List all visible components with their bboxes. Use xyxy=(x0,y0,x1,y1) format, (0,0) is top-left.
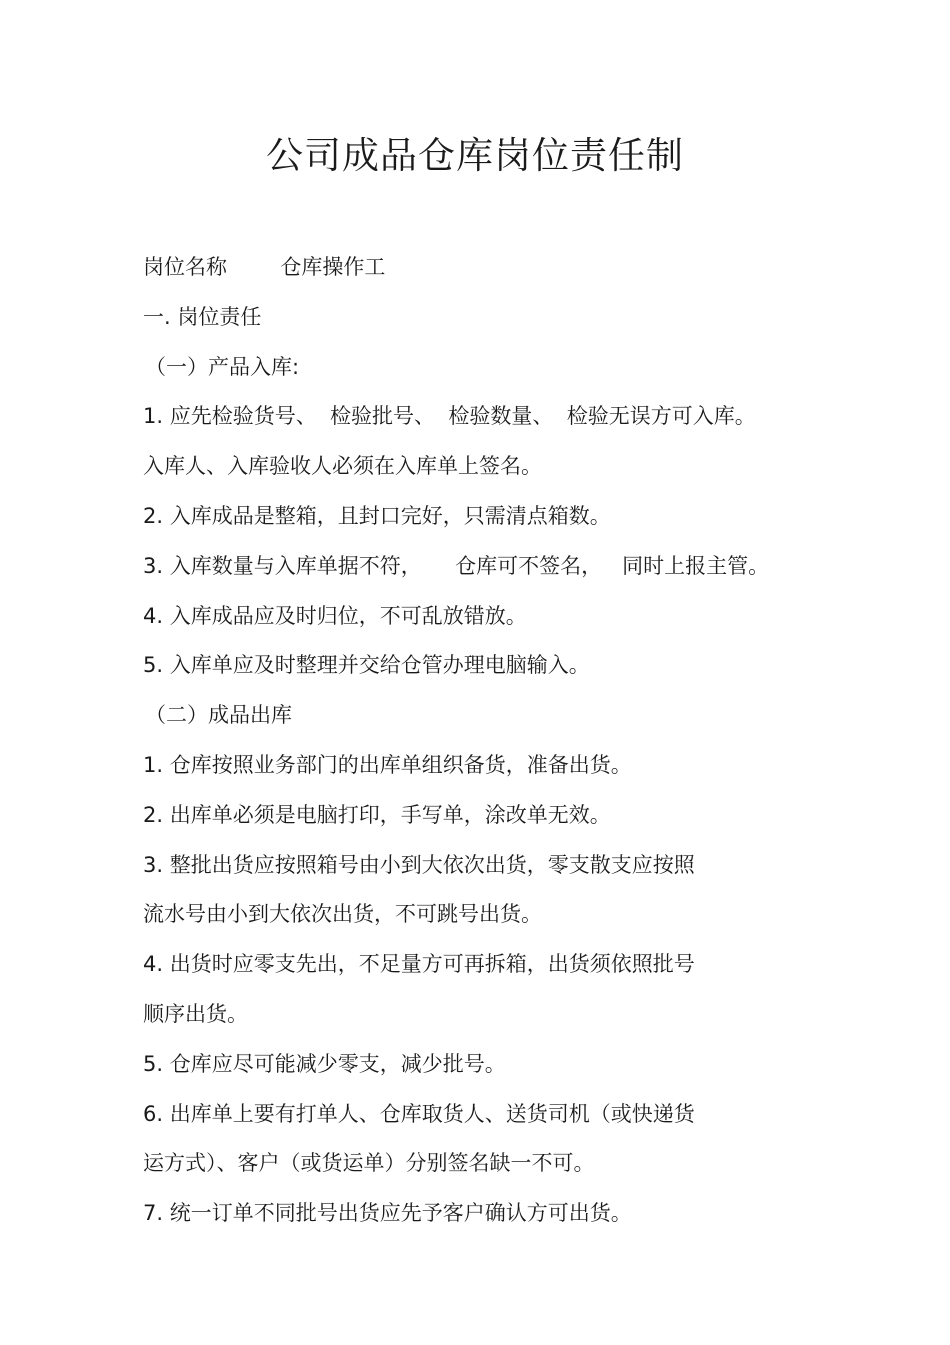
outbound-item-4: 4. 出货时应零支先出，不足量方可再拆箱，出货须依照批号 xyxy=(143,952,695,977)
document-body xyxy=(143,243,843,1239)
inbound-item-1-continued: 入库人、入库验收人必须在入库单上签名。 xyxy=(143,454,542,479)
outbound-item-2: 2. 出库单必须是电脑打印，手写单，涂改单无效。 xyxy=(143,802,611,827)
subsection-heading-outbound: （二）成品出库 xyxy=(145,703,292,728)
section-heading-responsibility: 一. 岗位责任 xyxy=(143,304,262,329)
position-name-line: 岗位名称 仓库操作工 xyxy=(143,255,386,279)
inbound-item-3: 3. 入库数量与入库单据不符， 仓库可不签名， 同时上报主管。 xyxy=(143,553,770,578)
document-title: 公司成品仓库岗位责任制 xyxy=(266,134,684,177)
outbound-item-1: 1. 仓库按照业务部门的出库单组织备货，准备出货。 xyxy=(143,752,632,777)
outbound-item-6: 6. 出库单上要有打单人、仓库取货人、送货司机（或快递货 xyxy=(143,1101,695,1126)
inbound-item-4: 4. 入库成品应及时归位，不可乱放错放。 xyxy=(143,603,527,628)
inbound-item-1: 1. 应先检验货号、 检验批号、 检验数量、 检验无误方可入库。 xyxy=(143,404,756,429)
inbound-item-5: 5. 入库单应及时整理并交给仓管办理电脑输入。 xyxy=(143,653,590,678)
subsection-heading-inbound: （一）产品入库: xyxy=(145,354,300,379)
outbound-item-4-continued: 顺序出货。 xyxy=(143,1001,248,1026)
outbound-item-6-continued: 运方式）、客户（或货运单）分别签名缺一不可。 xyxy=(143,1151,595,1176)
outbound-item-7: 7. 统一订单不同批号出货应先予客户确认方可出货。 xyxy=(143,1201,632,1226)
outbound-item-3: 3. 整批出货应按照箱号由小到大依次出货，零支散支应按照 xyxy=(143,852,695,877)
outbound-item-5: 5. 仓库应尽可能减少零支，减少批号。 xyxy=(143,1051,506,1076)
inbound-item-2: 2. 入库成品是整箱，且封口完好，只需清点箱数。 xyxy=(143,503,611,528)
outbound-item-3-continued: 流水号由小到大依次出货，不可跳号出货。 xyxy=(143,902,542,927)
